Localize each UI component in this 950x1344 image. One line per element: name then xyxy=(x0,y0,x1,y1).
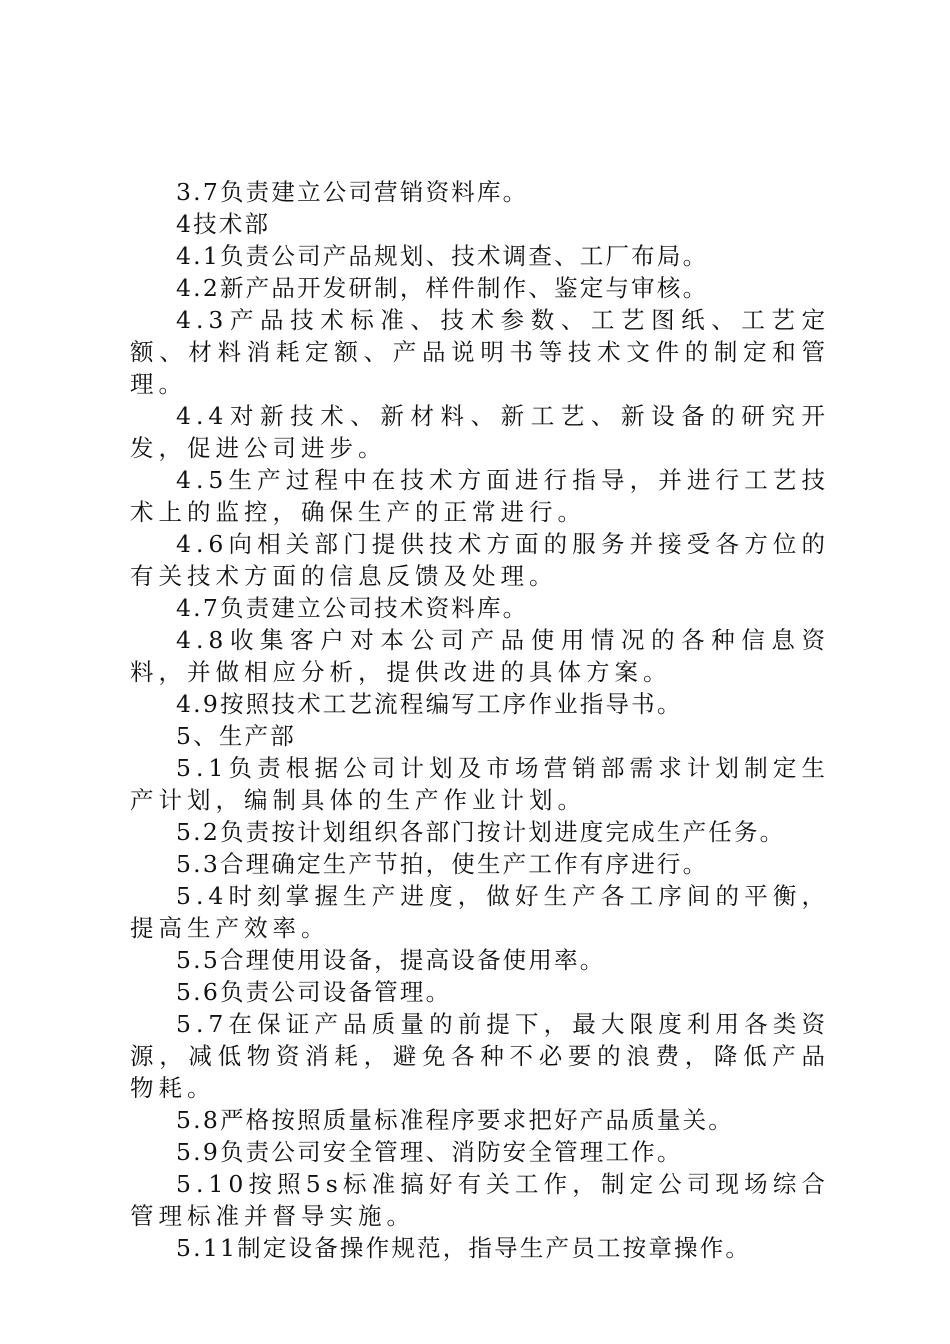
paragraph-4-9: 4.9按照技术工艺流程编写工序作业指导书。 xyxy=(176,690,683,718)
paragraph-5-11: 5.11制定设备操作规范，指导生产员工按章操作。 xyxy=(176,1234,752,1262)
paragraph-4-2: 4.2新产品开发研制，样件制作、鉴定与审核。 xyxy=(176,274,709,302)
paragraph-4-6: 4.6向相关部门提供技术方面的服务并接受各方位的有关技术方面的信息反馈及处理。 xyxy=(130,530,830,590)
paragraph-4-1: 4.1负责公司产品规划、技术调查、工厂布局。 xyxy=(176,242,709,270)
paragraph-5-7: 5.7在保证产品质量的前提下，最大限度利用各类资源，减低物资消耗，避免各种不必要的浪费，降低产品物耗。 xyxy=(130,1010,830,1102)
paragraph-5-6: 5.6负责公司设备管理。 xyxy=(176,978,452,1006)
paragraph-4-5: 4.5生产过程中在技术方面进行指导，并进行工艺技术上的监控，确保生产的正常进行。 xyxy=(130,466,830,526)
heading-tech-dept: 4技术部 xyxy=(176,210,271,238)
paragraph-5-4: 5.4时刻掌握生产进度，做好生产各工序间的平衡，提高生产效率。 xyxy=(130,882,830,942)
paragraph-5-8: 5.8严格按照质量标准程序要求把好产品质量关。 xyxy=(176,1106,734,1134)
paragraph-3-7: 3.7负责建立公司营销资料库。 xyxy=(176,178,529,206)
paragraph-4-7: 4.7负责建立公司技术资料库。 xyxy=(176,594,529,622)
paragraph-5-3: 5.3合理确定生产节拍，使生产工作有序进行。 xyxy=(176,850,709,878)
paragraph-5-1: 5.1负责根据公司计划及市场营销部需求计划制定生产计划，编制具体的生产作业计划。 xyxy=(130,754,830,814)
paragraph-4-3: 4.3产品技术标准、技术参数、工艺图纸、工艺定额、材料消耗定额、产品说明书等技术文件的制定和管理。 xyxy=(130,306,830,398)
paragraph-5-9: 5.9负责公司安全管理、消防安全管理工作。 xyxy=(176,1138,683,1166)
heading-production-dept: 5、生产部 xyxy=(176,722,296,750)
paragraph-5-5: 5.5合理使用设备，提高设备使用率。 xyxy=(176,946,606,974)
document-body xyxy=(130,176,830,1264)
paragraph-5-2: 5.2负责按计划组织各部门按计划进度完成生产任务。 xyxy=(176,818,786,846)
paragraph-4-8: 4.8收集客户对本公司产品使用情况的各种信息资料，并做相应分析，提供改进的具体方案。 xyxy=(130,626,830,686)
paragraph-4-4: 4.4对新技术、新材料、新工艺、新设备的研究开发，促进公司进步。 xyxy=(130,402,830,462)
paragraph-5-10: 5.10按照5s标准搞好有关工作，制定公司现场综合管理标准并督导实施。 xyxy=(130,1170,830,1230)
